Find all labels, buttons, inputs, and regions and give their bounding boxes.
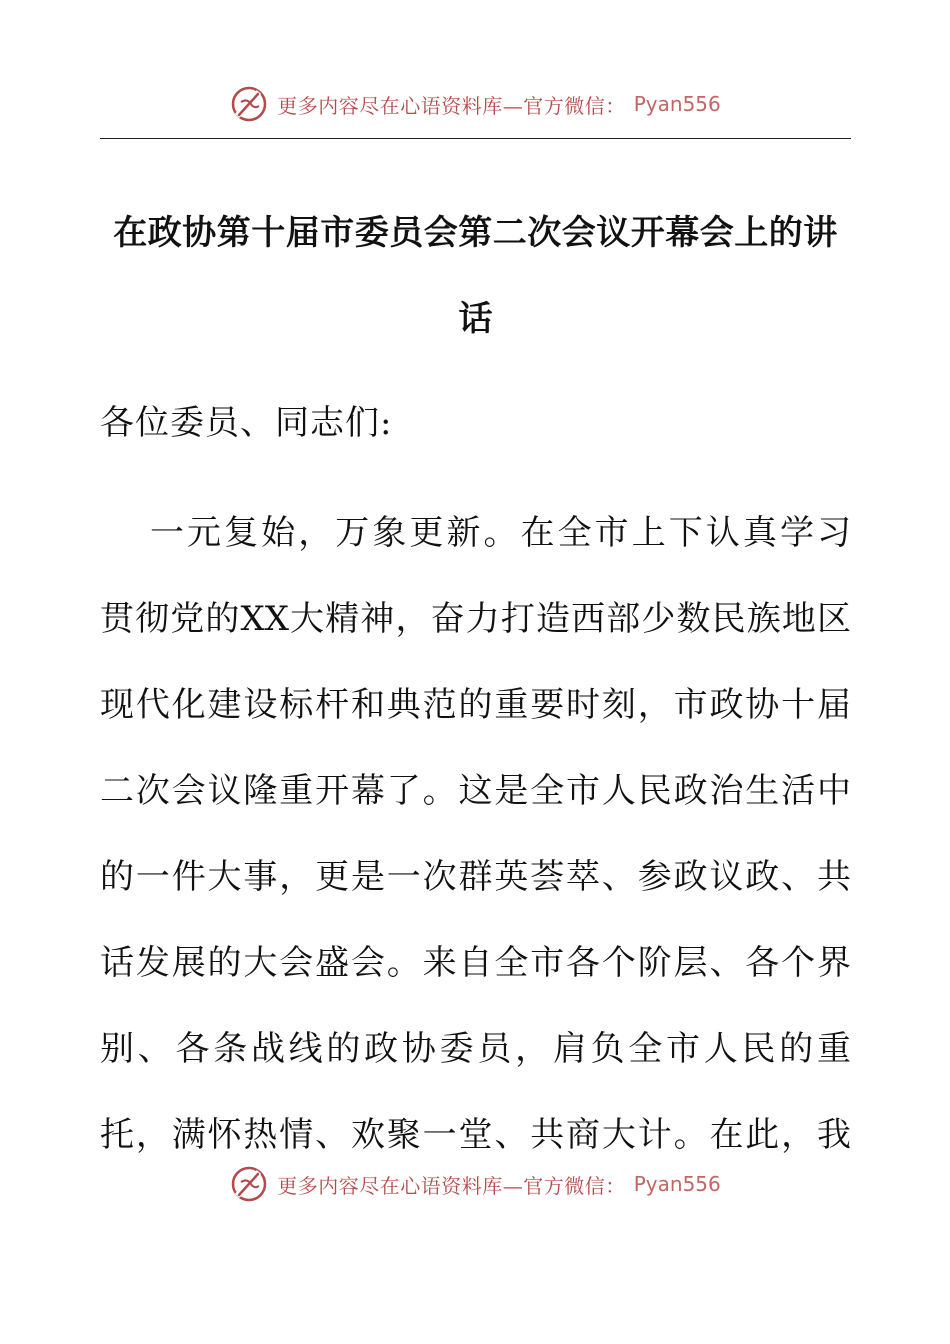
header-divider	[100, 138, 851, 139]
body-line: 一元复始，万象更新。在全市上下认真学习	[150, 513, 851, 553]
salutation: 各位委员、同志们:	[100, 403, 393, 443]
body-line: 现代化建设标杆和典范的重要时刻，市政协十届	[100, 685, 851, 725]
watermark-wechat-id: Pyan556	[633, 92, 721, 116]
body-line: 话发展的大会盛会。来自全市各个阶层、各个界	[100, 943, 851, 983]
body-paragraph	[100, 490, 851, 1178]
body-line: 二次会议隆重开幕了。这是全市人民政治生活中	[100, 771, 851, 811]
body-line: 托，满怀热情、欢聚一堂、共商大计。在此，我	[100, 1115, 851, 1155]
watermark-text: 更多内容尽在心语资料库—官方微信：	[277, 1173, 626, 1198]
document-title	[100, 190, 851, 362]
footer-watermark	[0, 1162, 950, 1206]
header-watermark	[0, 82, 950, 126]
pen-logo-icon	[229, 84, 269, 124]
body-line: 贯彻党的XX大精神，奋力打造西部少数民族地区	[100, 599, 851, 639]
title-line-2: 话	[458, 299, 493, 339]
body-line: 别、各条战线的政协委员，肩负全市人民的重	[100, 1029, 851, 1069]
body-line: 的一件大事，更是一次群英荟萃、参政议政、共	[100, 857, 851, 897]
pen-logo-icon	[229, 1164, 269, 1204]
title-line-1: 在政协第十届市委员会第二次会议开幕会上的讲	[113, 213, 838, 253]
watermark-text: 更多内容尽在心语资料库—官方微信：	[277, 93, 626, 118]
watermark-wechat-id: Pyan556	[633, 1172, 721, 1196]
